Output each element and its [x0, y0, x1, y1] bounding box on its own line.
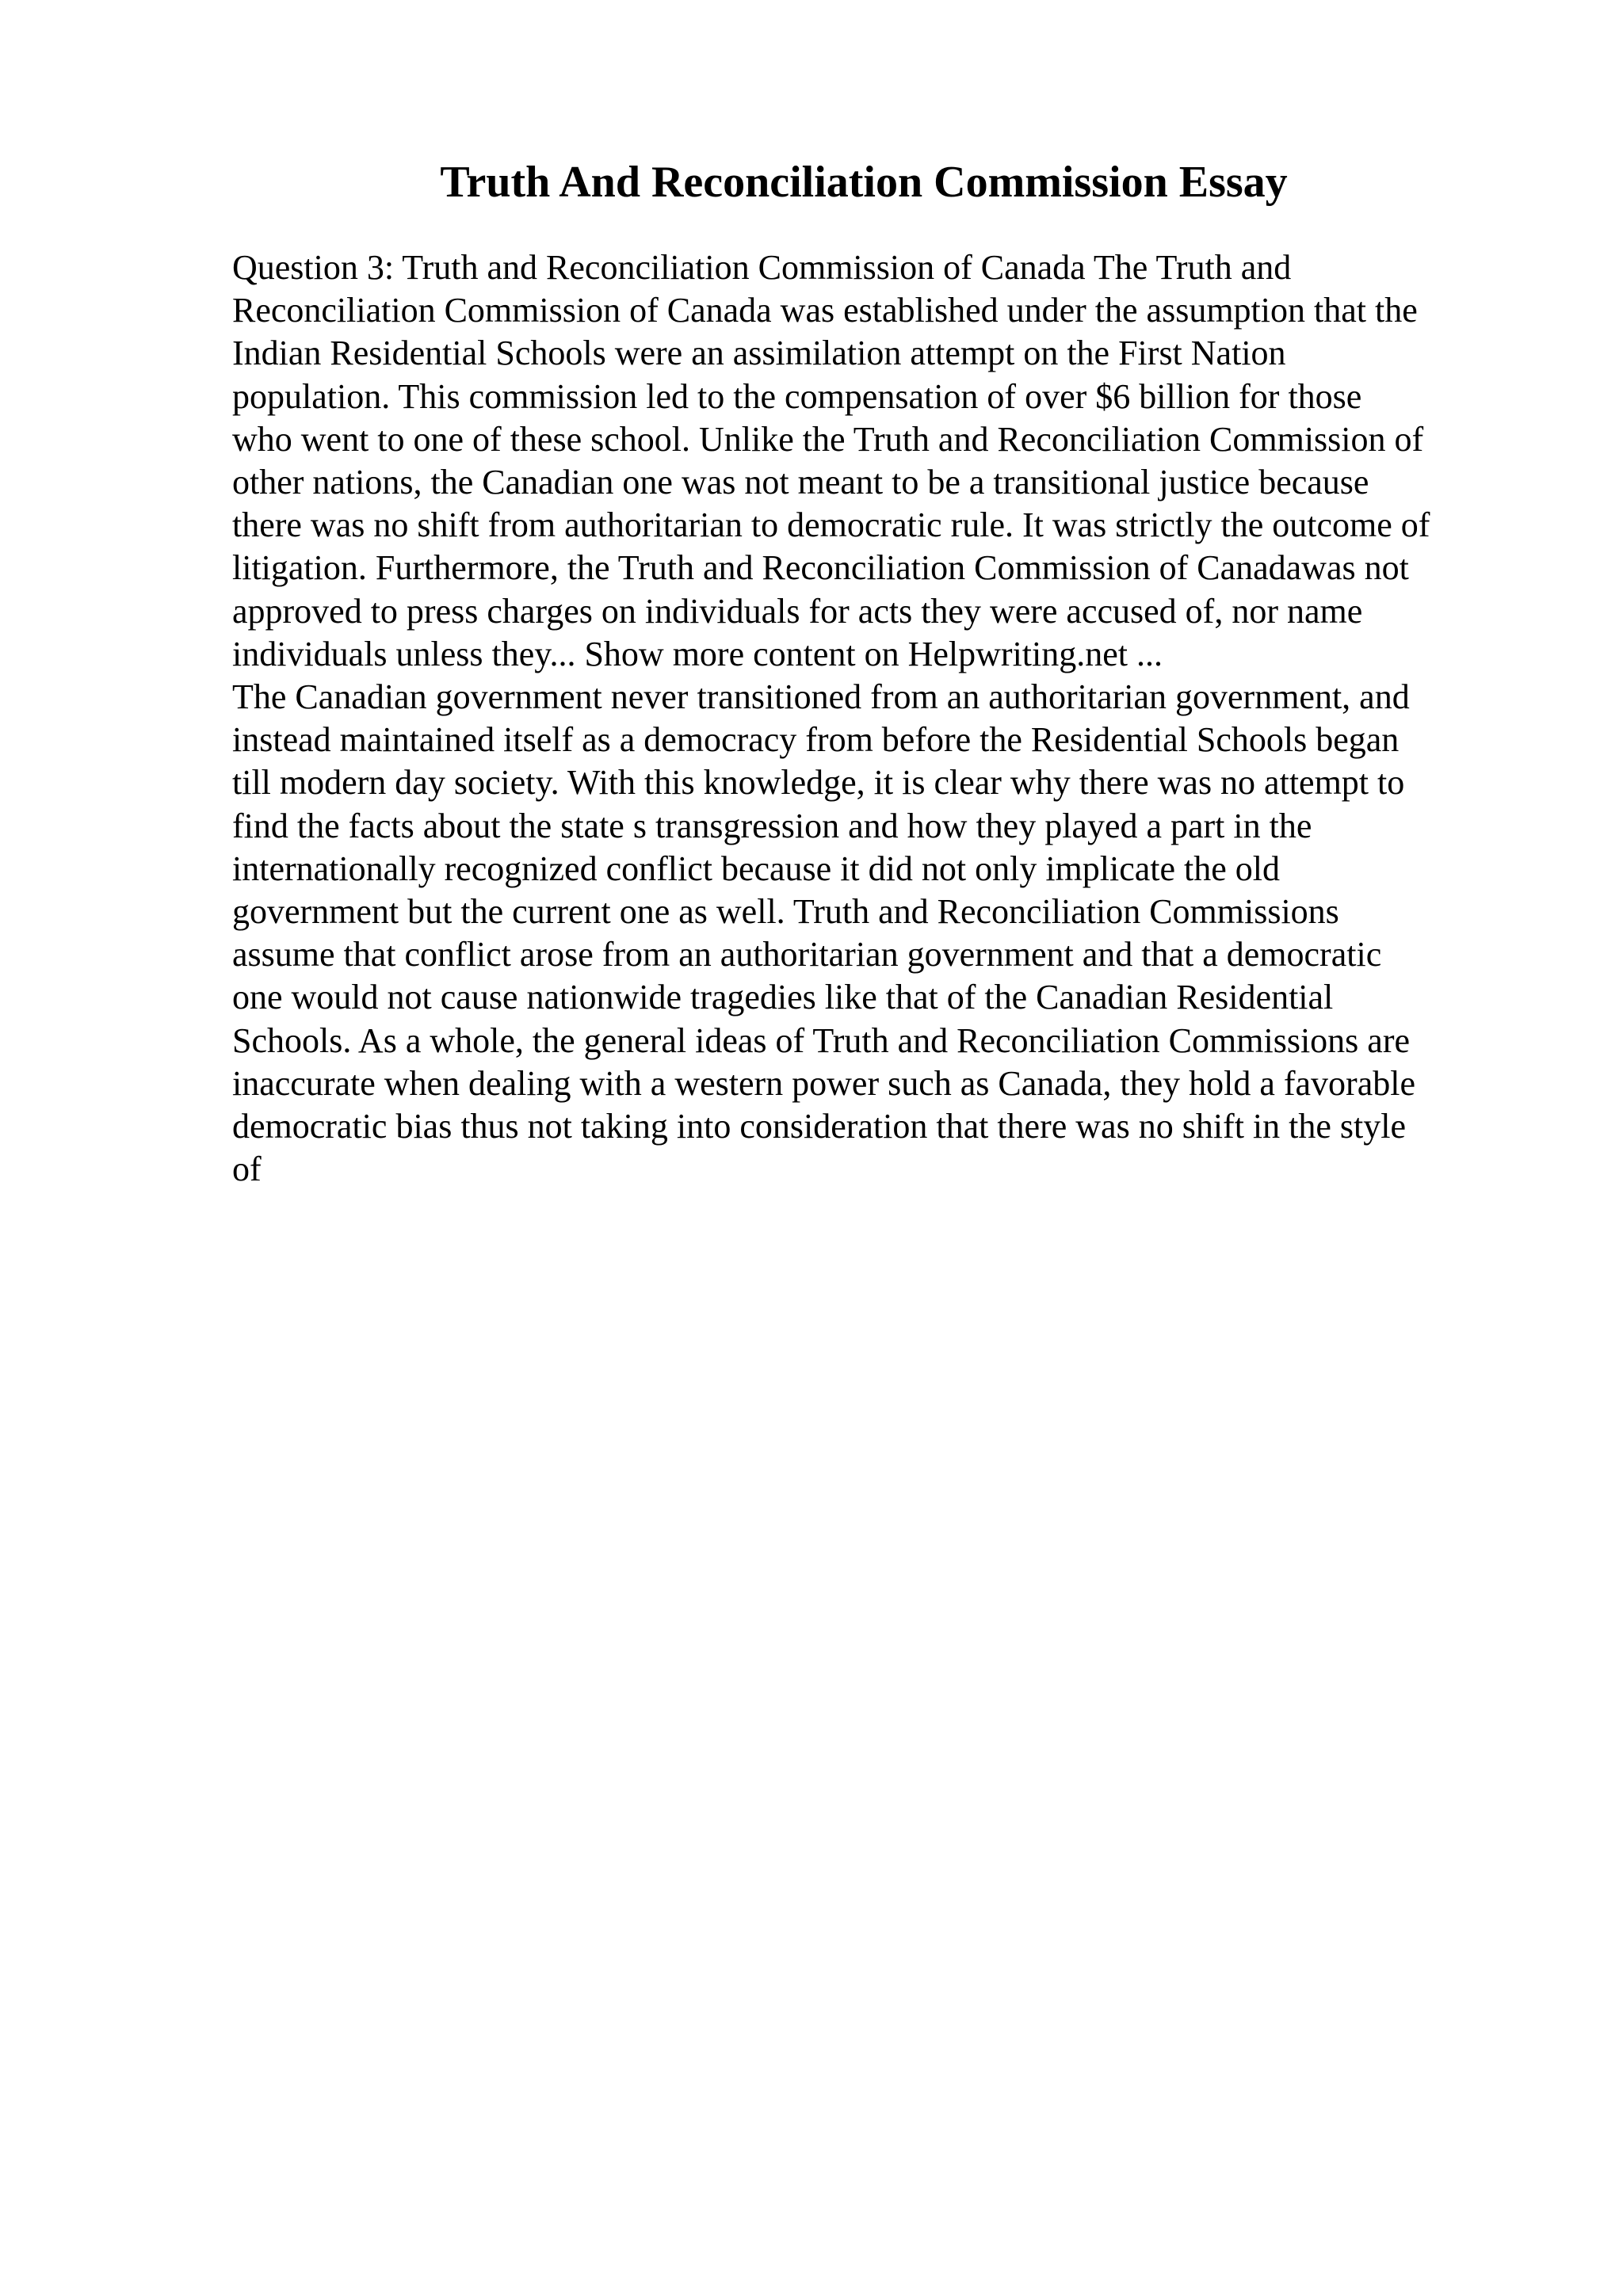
text-line: there was no shift from authoritarian to democratic rule. It was strictly the outcome of [232, 505, 1430, 545]
text-line: Reconciliation Commission of Canada was established under the assumption that the [232, 291, 1418, 330]
text-line: inaccurate when dealing with a western power such as Canada, they hold a favorable [232, 1063, 1415, 1103]
text-line: government but the current one as well. Truth and Reconciliation Commissions [232, 892, 1339, 932]
text-line: individuals unless they... Show more content on Helpwriting.net ... [232, 634, 1163, 673]
text-line: internationally recognized conflict because it did not only implicate the old [232, 849, 1281, 888]
text-line: till modern day society. With this knowledge, it is clear why there was no attempt to [232, 763, 1405, 803]
essay-body [232, 246, 1532, 1191]
text-line: democratic bias thus not taking into consideration that there was no shift in the style [232, 1107, 1407, 1146]
text-line: one would not cause nationwide tragedies like that of the Canadian Residential [232, 978, 1334, 1017]
text-line: Schools. As a whole, the general ideas of Truth and Reconciliation Commissions are [232, 1020, 1411, 1060]
text-line: litigation. Furthermore, the Truth and Reconciliation Commission of Canadawas not [232, 548, 1409, 588]
text-line: of [232, 1150, 262, 1189]
text-line: who went to one of these school. Unlike the Truth and Reconciliation Commission of [232, 419, 1424, 459]
text-line: The Canadian government never transitioned from an authoritarian government, and [232, 677, 1410, 717]
text-line: Indian Residential Schools were an assimilation attempt on the First Nation [232, 334, 1286, 373]
text-line: population. This commission led to the compensation of over $6 billion for those [232, 376, 1362, 416]
text-line: assume that conflict arose from an authoritarian government and that a democratic [232, 935, 1382, 974]
text-line: find the facts about the state s transgression and how they played a part in the [232, 806, 1312, 845]
text-line: Question 3: Truth and Reconciliation Commission of Canada The Truth and [232, 248, 1292, 287]
text-line: approved to press charges on individuals for acts they were accused of, nor name [232, 591, 1363, 631]
text-line: instead maintained itself as a democracy from before the Residential Schools began [232, 720, 1400, 760]
document-title: Truth And Reconciliation Commission Essay [440, 158, 1288, 207]
text-line: other nations, the Canadian one was not meant to be a transitional justice because [232, 463, 1369, 502]
